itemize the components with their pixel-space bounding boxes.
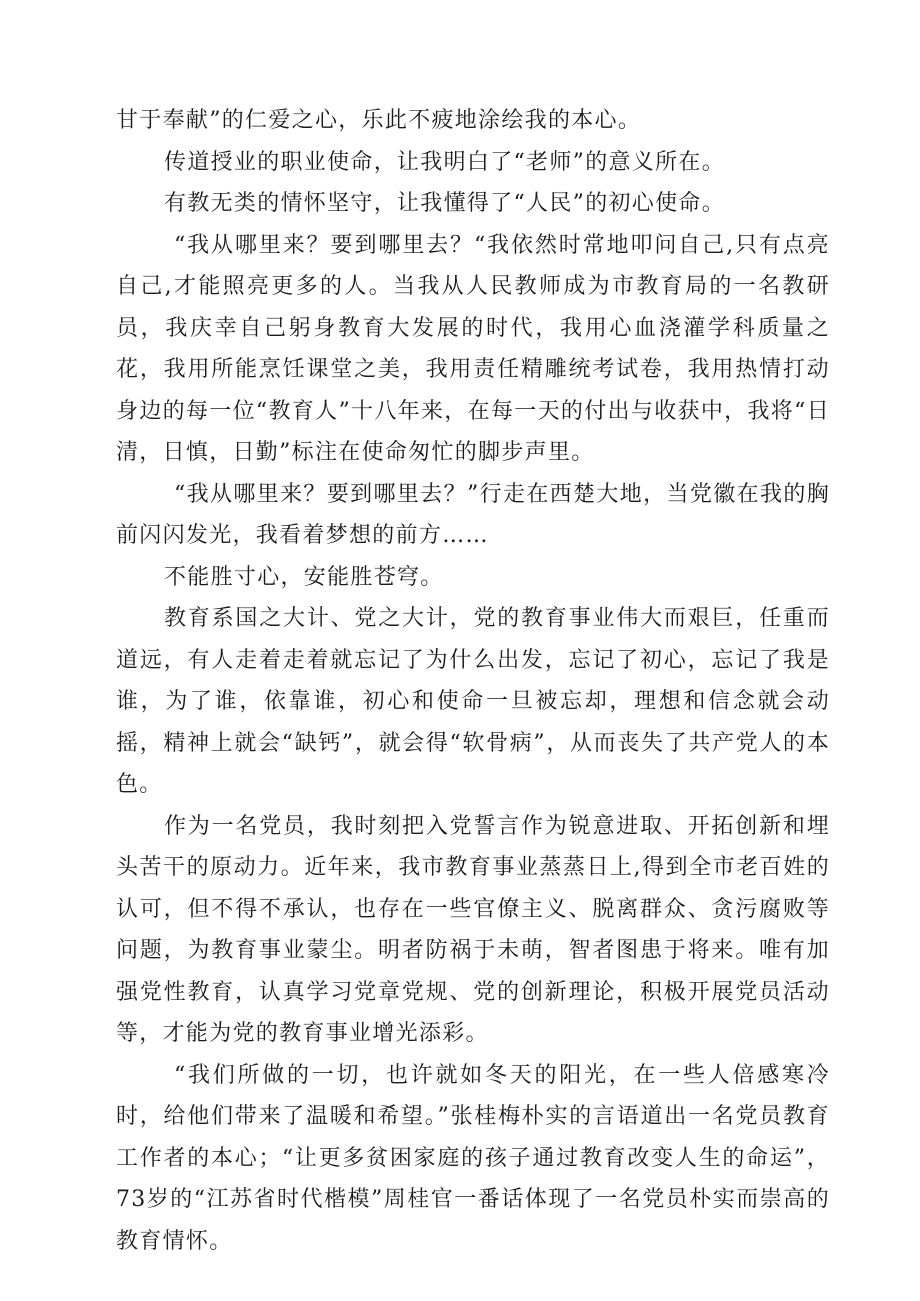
paragraph-education-plan: 教育系国之大计、党之大计，党的教育事业伟大而艰巨，任重而道远，有人走着走着就忘记了为什么出发，忘记了初心，忘记了我是谁，为了谁，依靠谁，初心和使命一旦被忘却，理想和信念就会动摇，精神上就会“缺钙”，就会得“软骨病”，从而丧失了共产党人的本色。 <box>116 606 830 797</box>
paragraph-where-from-1: “我从哪里来？要到哪里去？“我依然时常地叩问自己,只有点亮自己,才能照亮更多的人。当我从人民教师成为市教育局的一名教研员，我庆幸自己躬身教育大发展的时代，我用心血浇灌学科质量之花，我用所能烹饪课堂之美，我用责任精雕统考试卷，我用热情打动身边的每一位“教育人”十八年来，在每一天的付出与收获中，我将“日清，日慎，日勤”标注在使命匆忙的脚步声里。 <box>116 232 830 465</box>
paragraph-continuation: 甘于奉献”的仁爱之心，乐此不疲地涂绘我的本心。 <box>116 108 642 133</box>
paragraph-heart-sky: 不能胜寸心，安能胜苍穹。 <box>164 564 444 590</box>
paragraph-party-member: 作为一名党员，我时刻把入党誓言作为锐意进取、开拓创新和埋头苦干的原动力。近年来，我市教育事业蒸蒸日上,得到全市老百姓的认可，但不得不承认，也存在一些官僚主义、脱离群众、贪污腐败等问题，为教育事业蒙尘。明者防祸于未萌，智者图患于将来。唯有加强党性教育，认真学习党章党规、党的创新理论，积极开展党员活动等，才能为党的教育事业增光添彩。 <box>116 813 830 1046</box>
paragraph-winter-sun: “我们所做的一切，也许就如冬天的阳光，在一些人倍感寒冷时，给他们带来了温暖和希望。”张桂梅朴实的言语道出一名党员教育工作者的本心；“让更多贫困家庭的孩子通过教育改变人生的命运”，73岁的“江苏省时代楷模”周桂官一番话体现了一名党员朴实而崇高的教育情怀。 <box>116 1062 830 1254</box>
paragraph-where-from-2: “我从哪里来？要到哪里去？”行走在西楚大地，当党徽在我的胸前闪闪发光，我看着梦想的前方…… <box>116 481 830 548</box>
paragraph-people-mission: 有教无类的情怀坚守，让我懂得了“人民”的初心使命。 <box>164 191 725 216</box>
document-body <box>116 100 830 1262</box>
paragraph-teaching-mission: 传道授业的职业使命，让我明白了“老师”的意义所在。 <box>164 149 725 175</box>
